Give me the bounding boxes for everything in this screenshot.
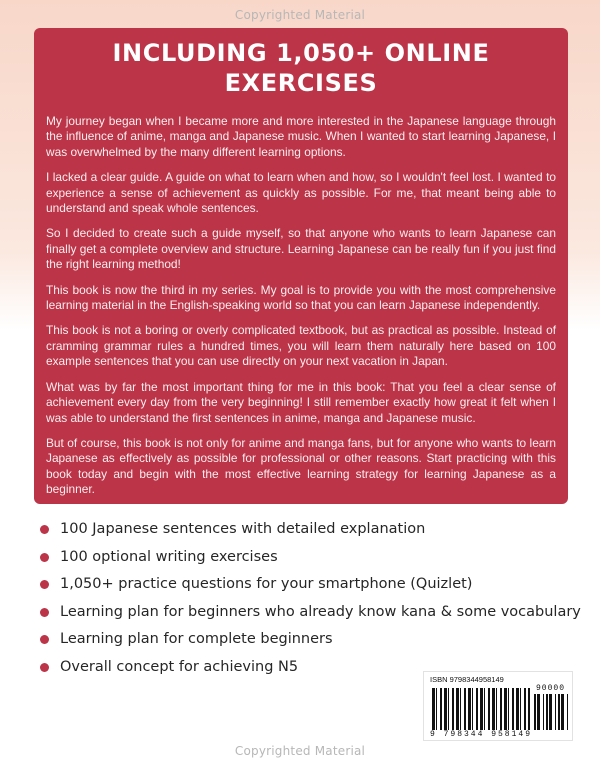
- paragraph: What was by far the most important thing for me in this book: That you feel a clear sense of achievement every day from the very beginning! I still remember exactly how great it felt when I was able to understand the first sentences in anime, manga and Japanese music.: [46, 379, 556, 425]
- description-text: [46, 114, 556, 498]
- barcode-addon-icon: [534, 694, 568, 730]
- bullet-dot-icon: [40, 608, 49, 617]
- paragraph: But of course, this book is not only for anime and manga fans, but for anyone who wants to learn Japanese as effectively as possible for professional or other reasons. Start practicing with this book today and begin with the most effective learning strategy for learning Japanese as a beginner.: [46, 435, 556, 497]
- description-panel: [34, 28, 568, 504]
- bullet-dot-icon: [40, 553, 49, 562]
- feature-item: [40, 571, 580, 599]
- feature-label: Overall concept for achieving N5: [60, 658, 299, 675]
- paragraph: This book is not a boring or overly complicated textbook, but as practical as possible. Instead of cramming grammar rules a hundred times, you will learn them naturally here based on 100 example sentences that you can use directly on your next vacation in Japan.: [46, 323, 556, 369]
- barcode-number: 9 798344 958149: [430, 730, 533, 739]
- bullet-dot-icon: [40, 580, 49, 589]
- isbn-barcode: [423, 671, 573, 741]
- feature-label: Learning plan for beginners who already know kana & some vocabulary: [60, 603, 581, 620]
- panel-title: INCLUDING 1,050+ ONLINE EXERCISES: [112, 39, 490, 97]
- bullet-dot-icon: [40, 663, 49, 672]
- barcode-icon: [432, 688, 530, 730]
- feature-list: [40, 516, 580, 681]
- paragraph: So I decided to create such a guide myself, so that anyone who wants to learn Japanese can finally get a complete overview and structure. Learning Japanese can be really fun if you just find the right learning method!: [46, 226, 556, 272]
- isbn-label: ISBN 9798344958149: [430, 675, 504, 684]
- bullet-dot-icon: [40, 635, 49, 644]
- bullet-dot-icon: [40, 525, 49, 534]
- feature-label: 1,050+ practice questions for your smartphone (Quizlet): [60, 576, 473, 592]
- feature-item: [40, 626, 580, 654]
- paragraph: I lacked a clear guide. A guide on what to learn when and how, so I wouldn't feel lost. I wanted to experience a sense of achievement as quickly as possible. For me, that meant being able to understand and speak whole sentences.: [46, 170, 556, 216]
- barcode-addon-number: 90000: [536, 684, 566, 693]
- copyright-watermark-top: Copyrighted Material: [234, 8, 366, 22]
- copyright-watermark-bottom: Copyrighted Material: [234, 744, 366, 758]
- feature-label: 100 Japanese sentences with detailed explanation: [60, 521, 426, 537]
- paragraph: This book is now the third in my series. My goal is to provide you with the most comprehensive learning material in the English-speaking world so that you can learn Japanese independently.: [46, 282, 556, 313]
- feature-item: [40, 516, 580, 544]
- feature-label: 100 optional writing exercises: [60, 548, 278, 565]
- paragraph: My journey began when I became more and more interested in the Japanese language through the influence of anime, manga and Japanese music. When I wanted to start learning Japanese, I was overwhelmed by the many different learning options.: [46, 114, 556, 159]
- feature-label: Learning plan for complete beginners: [60, 631, 333, 647]
- feature-item: [40, 599, 580, 627]
- feature-item: [40, 544, 580, 572]
